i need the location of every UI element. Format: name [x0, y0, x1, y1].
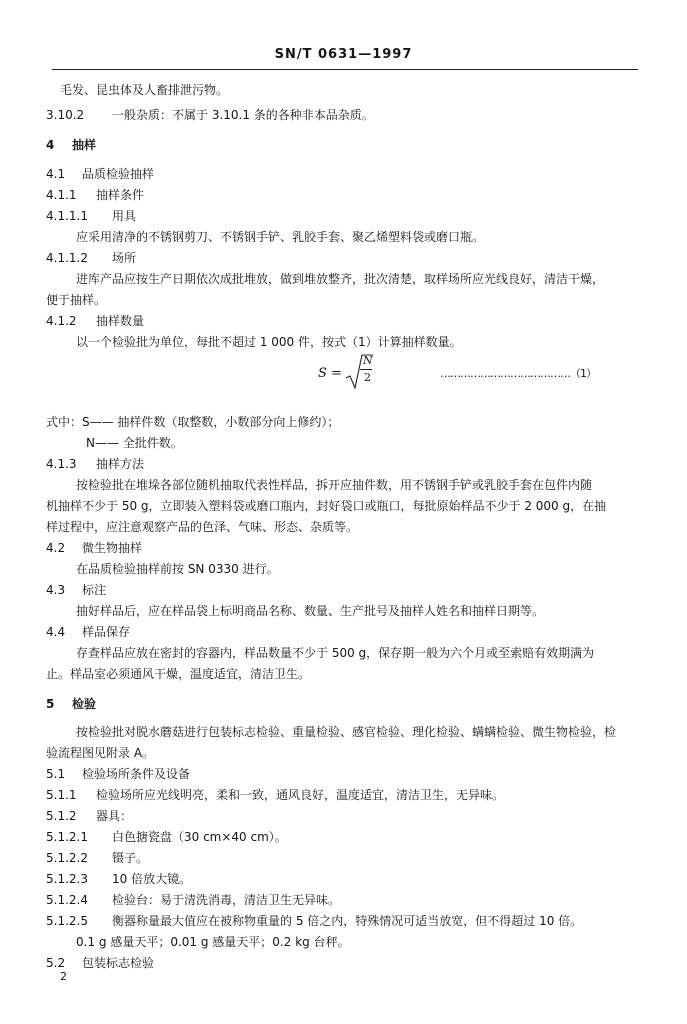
- clause-number: 5.1.2.5: [46, 914, 88, 928]
- clause-title: 标注: [82, 583, 107, 597]
- clause-number: 5.1.1: [46, 788, 77, 802]
- clause-title: 抽样方法: [96, 457, 145, 471]
- formula-denominator: 2: [364, 371, 371, 384]
- clause-text: 器具：: [96, 809, 133, 823]
- formula-lhs: S =: [318, 366, 342, 381]
- clause-text: 检验台：易于清洗消毒，清洁卫生无异味。: [112, 893, 341, 907]
- header-rule: [52, 69, 638, 70]
- section-number: 4: [46, 138, 55, 152]
- clause-number: 4.4: [46, 625, 66, 639]
- body-line: 止。样品室必须通风干燥，温度适宜，清洁卫生。: [46, 667, 311, 681]
- formula-reference: …………………………………（1）: [440, 367, 596, 380]
- page-number: 2: [60, 970, 67, 983]
- body-line: 进库产品应按生产日期依次成批堆放，做到堆放整齐，批次清楚，取样场所应光线良好，清洁干燥，: [76, 272, 605, 286]
- clause-number: 5.2: [46, 956, 66, 970]
- clause-number: 4.1.1: [46, 188, 77, 202]
- body-line: 毛发、昆虫体及人畜排泄污物。: [60, 83, 229, 97]
- body-line: 应采用清净的不锈钢剪刀、不锈钢手铲、乳胶手套、聚乙烯塑料袋或磨口瓶。: [76, 230, 485, 244]
- clause-title: 抽样条件: [96, 188, 145, 202]
- clause-text: 镊子。: [112, 851, 149, 865]
- clause-title: 品质检验抽样: [82, 167, 155, 181]
- section-title: 检验: [72, 697, 97, 711]
- clause-number: 4.1.2: [46, 314, 77, 328]
- clause-number: 4.3: [46, 583, 66, 597]
- section-number: 5: [46, 697, 55, 711]
- clause-number: 4.1: [46, 167, 66, 181]
- body-line: 按检验批对脱水蘑菇进行包装标志检验、重量检验、感官检验、理化检验、螨螨检验、微生物检验，检: [76, 725, 617, 739]
- body-line: 0.1 g 感量天平；0.01 g 感量天平；0.2 kg 台秤。: [76, 935, 350, 949]
- standard-header: SN/T 0631—1997: [274, 47, 413, 62]
- clause-text: 检验场所应光线明亮，柔和一致，通风良好，温度适宜，清洁卫生，无异味。: [96, 788, 505, 802]
- clause-number: 4.1.1.2: [46, 251, 88, 265]
- body-line: 样过程中，应注意观察产品的色泽、气味、形态、杂质等。: [46, 520, 359, 534]
- legend-line: 式中：S—— 抽样件数（取整数，小数部分向上修约）；: [46, 415, 340, 429]
- clause-title: 微生物抽样: [82, 541, 143, 555]
- fraction-bar: [360, 369, 372, 370]
- clause-number: 4.1.3: [46, 457, 77, 471]
- body-line: 按检验批在堆垛各部位随机抽取代表性样品，拆开应抽件数，用不锈钢手铲或乳胶手套在包件内随: [76, 478, 593, 492]
- formula-numerator: N: [363, 354, 373, 367]
- section-title: 抽样: [72, 138, 97, 152]
- clause-title: 样品保存: [82, 625, 131, 639]
- clause-title: 用具: [112, 209, 137, 223]
- clause-number: 5.1.2.3: [46, 872, 88, 886]
- body-line: 便于抽样。: [46, 293, 107, 307]
- body-line: 以一个检验批为单位，每批不超过 1 000 件，按式（1）计算抽样数量。: [76, 335, 462, 349]
- body-line: 在品质检验抽样前按 SN 0330 进行。: [76, 562, 279, 576]
- body-line: 机抽样不少于 50 g，立即装入塑料袋或磨口瓶内，封好袋口或瓶口，每批原始样品不少于 2 000 g，在抽: [46, 499, 607, 513]
- clause-number: 3.10.2: [46, 108, 85, 122]
- clause-number: 5.1.2: [46, 809, 77, 823]
- clause-text: 一般杂质：不属于 3.10.1 条的各种非本品杂质。: [112, 108, 374, 122]
- body-line: 存查样品应放在密封的容器内，样品数量不少于 500 g，保存期一般为六个月或至索赔有效期满为: [76, 646, 595, 660]
- legend-line: N—— 全批件数。: [86, 436, 183, 450]
- clause-text: 白色搪瓷盘（30 cm×40 cm）。: [112, 830, 287, 844]
- clause-number: 5.1.2.4: [46, 893, 88, 907]
- clause-number: 5.1.2.1: [46, 830, 88, 844]
- clause-text: 衡器称量最大值应在被称物重量的 5 倍之内，特殊情况可适当放宽，但不得超过 10 倍。: [112, 914, 583, 928]
- clause-number: 5.1.2.2: [46, 851, 88, 865]
- clause-number: 4.2: [46, 541, 66, 555]
- clause-title: 抽样数量: [96, 314, 145, 328]
- clause-title: 场所: [112, 251, 137, 265]
- body-line: 验流程图见附录 A。: [46, 746, 155, 760]
- clause-text: 10 倍放大镜。: [112, 872, 192, 886]
- clause-number: 4.1.1.1: [46, 209, 88, 223]
- clause-title: 包装标志检验: [82, 956, 155, 970]
- clause-title: 检验场所条件及设备: [82, 767, 191, 781]
- clause-number: 5.1: [46, 767, 66, 781]
- body-line: 抽好样品后，应在样品袋上标明商品名称、数量、生产批号及抽样人姓名和抽样日期等。: [76, 604, 545, 618]
